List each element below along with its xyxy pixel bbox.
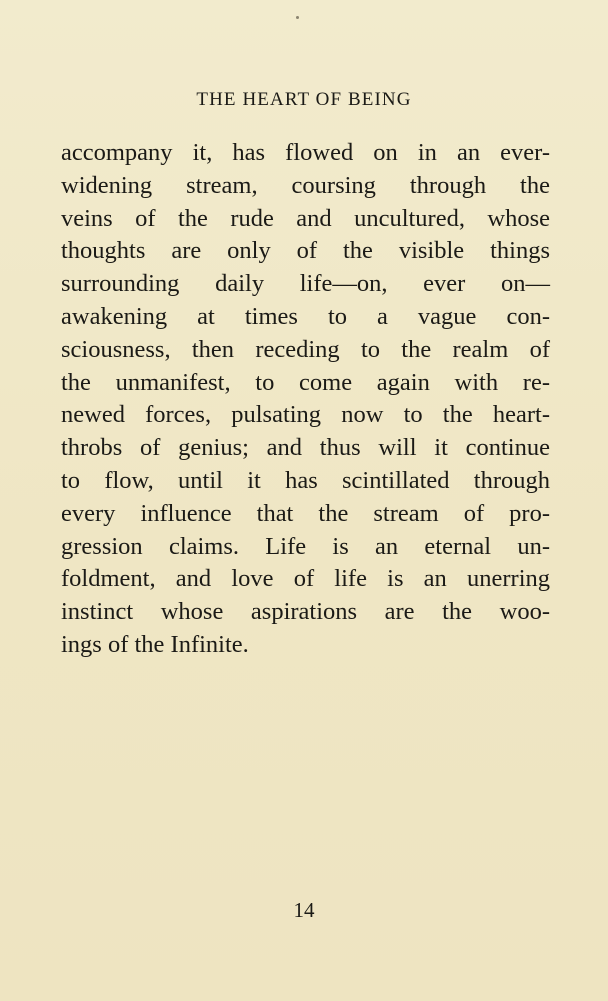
body-text	[61, 137, 550, 662]
text-line: gression claims. Life is an eternal un-	[61, 532, 550, 560]
text-line: every influence that the stream of pro-	[61, 499, 550, 527]
text-line: surrounding daily life—on, ever on—	[61, 270, 550, 298]
text-line: newed forces, pulsating now to the heart-	[61, 401, 550, 429]
text-line: widening stream, coursing through the	[61, 171, 550, 199]
paper-speck	[296, 16, 299, 19]
page-number: 14	[293, 898, 315, 922]
text-line: ings of the Infinite.	[61, 630, 249, 658]
text-line: sciousness, then receding to the realm of	[61, 335, 550, 363]
text-line: accompany it, has flowed on in an ever-	[61, 139, 550, 166]
running-head: THE HEART OF BEING	[196, 89, 412, 110]
text-line: throbs of genius; and thus will it continue	[61, 434, 550, 462]
text-line: veins of the rude and uncultured, whose	[61, 204, 550, 232]
text-line: thoughts are only of the visible things	[61, 237, 550, 265]
text-line: the unmanifest, to come again with re-	[61, 368, 550, 396]
text-line: awakening at times to a vague con-	[61, 302, 550, 330]
text-line: to flow, until it has scintillated through	[61, 466, 550, 494]
text-line: instinct whose aspirations are the woo-	[61, 598, 550, 626]
text-line: foldment, and love of life is an unerring	[61, 565, 550, 593]
